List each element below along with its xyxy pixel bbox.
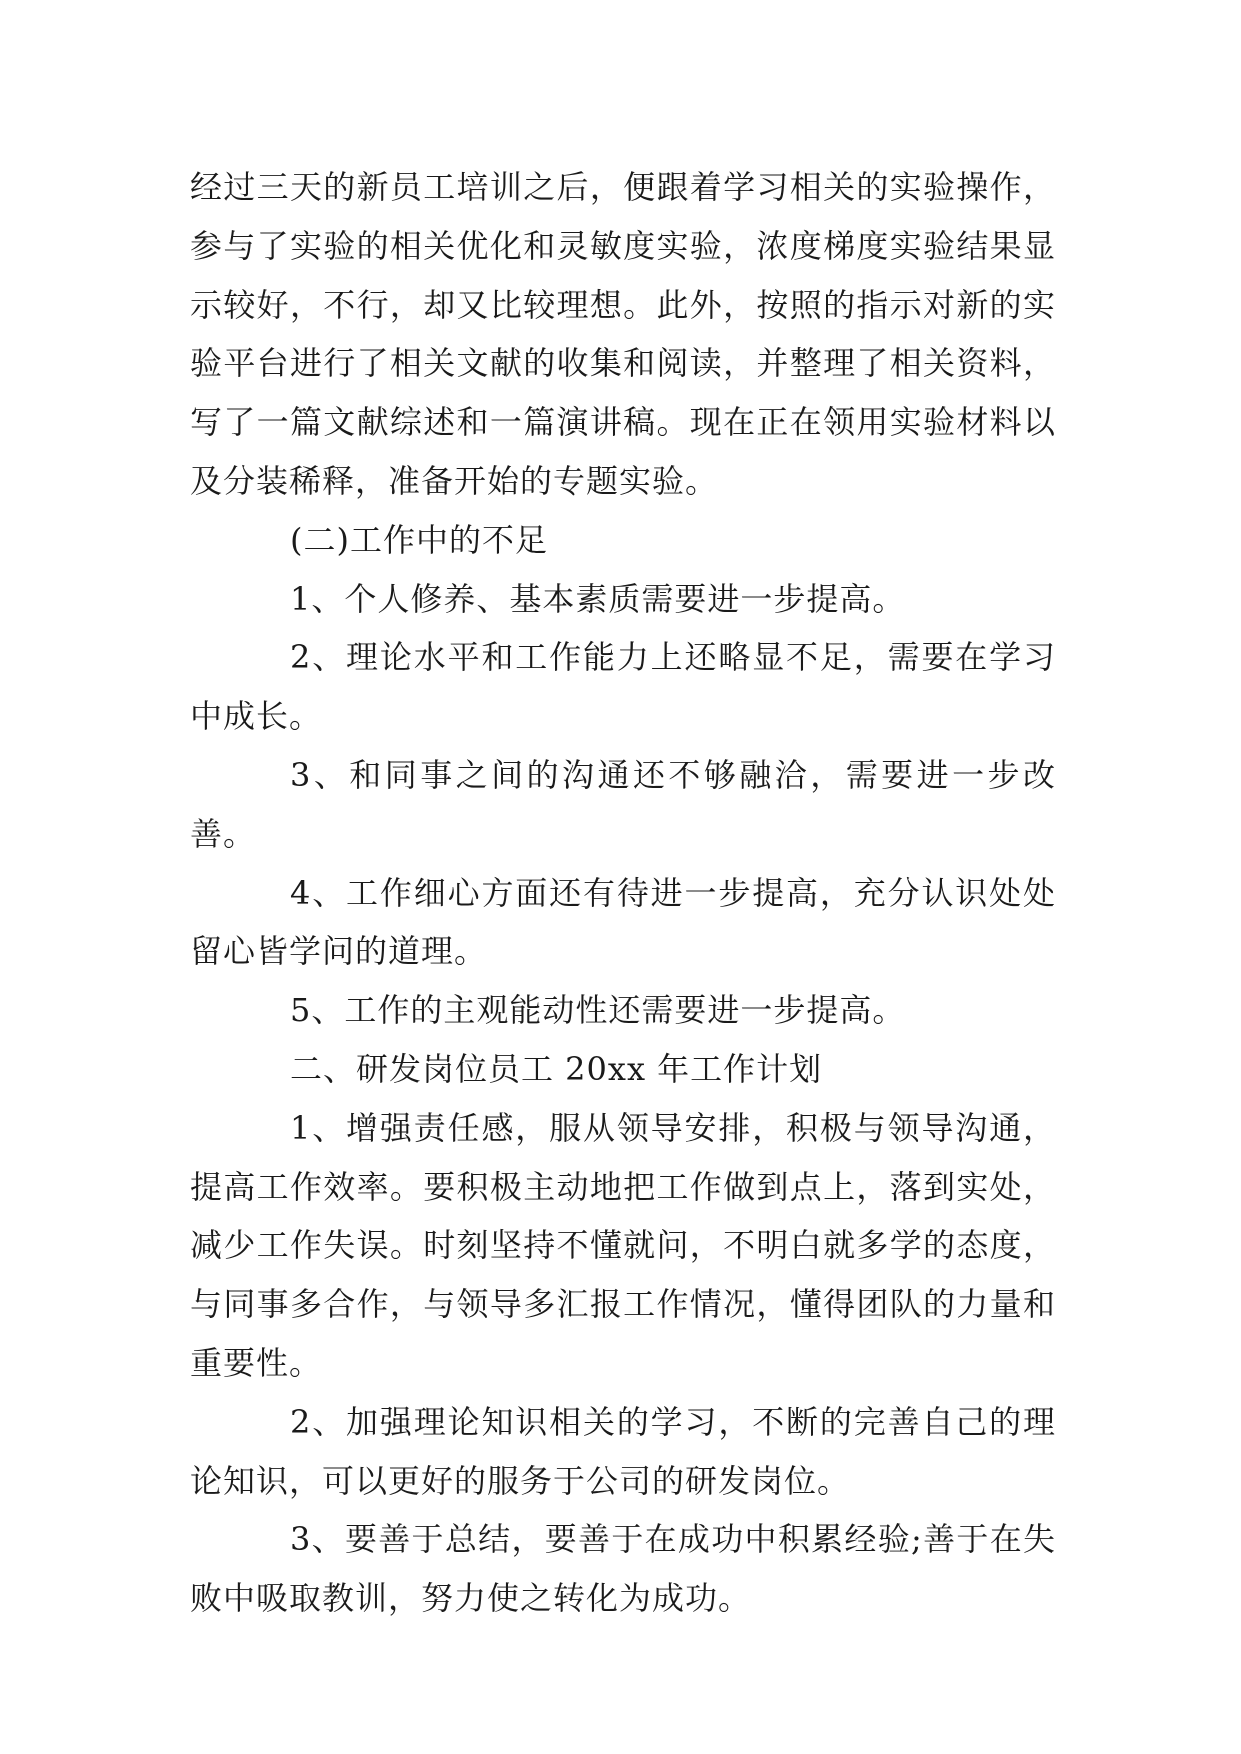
list-item-shortcoming-2: 2、理论水平和工作能力上还略显不足，需要在学习中成长。 — [190, 638, 1056, 736]
list-item-shortcoming-4: 4、工作细心方面还有待进一步提高，充分认识处处留心皆学问的道理。 — [190, 873, 1056, 971]
paragraph-experiment-summary: 经过三天的新员工培训之后，便跟着学习相关的实验操作，参与了实验的相关优化和灵敏度实验，浓度梯度实验结果显示较好，不行，却又比较理想。此外，按照的指示对新的实验平台进行了相关文献的收集和阅读，并整理了相关资料，写了一篇文献综述和一篇演讲稿。现在正在领用实验材料以及分装稀释，准备开始的专题实验。 — [190, 168, 1056, 500]
list-item-shortcoming-1: 1、个人修养、基本素质需要进一步提高。 — [290, 579, 906, 618]
list-item-plan-3: 3、要善于总结，要善于在成功中积累经验;善于在失败中吸取教训，努力使之转化为成功。 — [190, 1520, 1056, 1618]
list-item-shortcoming-3: 3、和同事之间的沟通还不够融洽，需要进一步改善。 — [190, 755, 1056, 853]
section-heading-shortcomings: (二)工作中的不足 — [290, 520, 548, 559]
list-item-shortcoming-5: 5、工作的主观能动性还需要进一步提高。 — [290, 991, 906, 1030]
document-body — [190, 158, 1056, 1628]
section-heading-work-plan: 二、研发岗位员工 20xx 年工作计划 — [290, 1049, 823, 1088]
list-item-plan-2: 2、加强理论知识相关的学习，不断的完善自己的理论知识，可以更好的服务于公司的研发岗位。 — [190, 1402, 1056, 1500]
list-item-plan-1: 1、增强责任感，服从领导安排，积极与领导沟通，提高工作效率。要积极主动地把工作做到点上，落到实处，减少工作失误。时刻坚持不懂就问，不明白就多学的态度，与同事多合作，与领导多汇报工作情况，懂得团队的力量和重要性。 — [190, 1108, 1056, 1382]
